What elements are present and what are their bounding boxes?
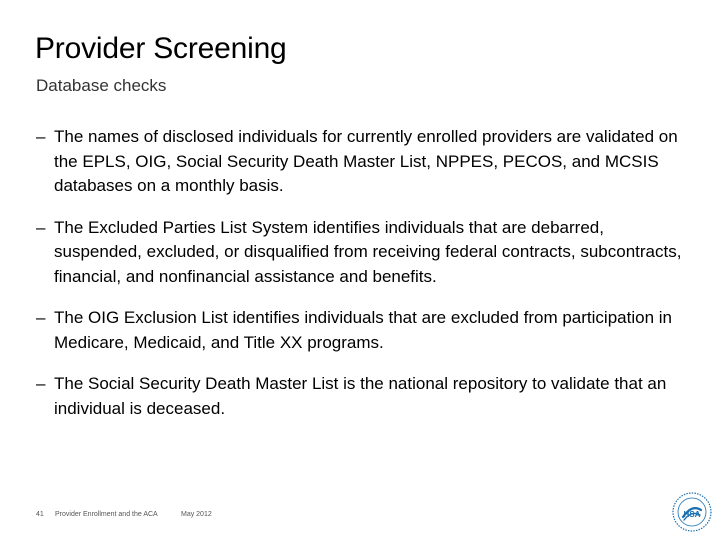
footer-page-number: 41 xyxy=(36,511,44,518)
bullet-dash: – xyxy=(36,217,46,237)
bullet-text: The OIG Exclusion List identifies individuals that are excluded from participation in Medicare, Medicaid, and Title XX programs. xyxy=(54,308,672,352)
bullet-text: The Social Security Death Master List is the national repository to validate that an individual is deceased. xyxy=(54,374,667,418)
bullet-dash: – xyxy=(36,308,46,327)
bullet-list xyxy=(36,125,696,438)
slide-title: Provider Screening xyxy=(35,32,287,65)
footer-presentation-title: Provider Enrollment and the ACA xyxy=(55,511,158,518)
bullet-item xyxy=(36,372,696,421)
logo-text: HSA xyxy=(683,510,701,519)
footer-date: May 2012 xyxy=(181,511,212,518)
bullet-text: The Excluded Parties List System identifies individuals that are debarred, suspended, excluded, or disqualified from receiving federal contracts, subcontracts, financial, and nonfinancial assistance and benefits. xyxy=(54,217,682,286)
bullet-item xyxy=(36,125,696,199)
slide-subtitle: Database checks xyxy=(36,76,167,95)
bullet-dash: – xyxy=(36,374,46,393)
bullet-item xyxy=(36,216,696,290)
bullet-item xyxy=(36,306,696,355)
bullet-dash: – xyxy=(36,127,46,146)
hhs-seal-logo-icon xyxy=(670,490,714,534)
bullet-text: The names of disclosed individuals for currently enrolled providers are validated on the EPLS, OIG, Social Security Death Master List, NPPES, PECOS, and MCSIS databases on a monthly basis. xyxy=(54,127,678,195)
